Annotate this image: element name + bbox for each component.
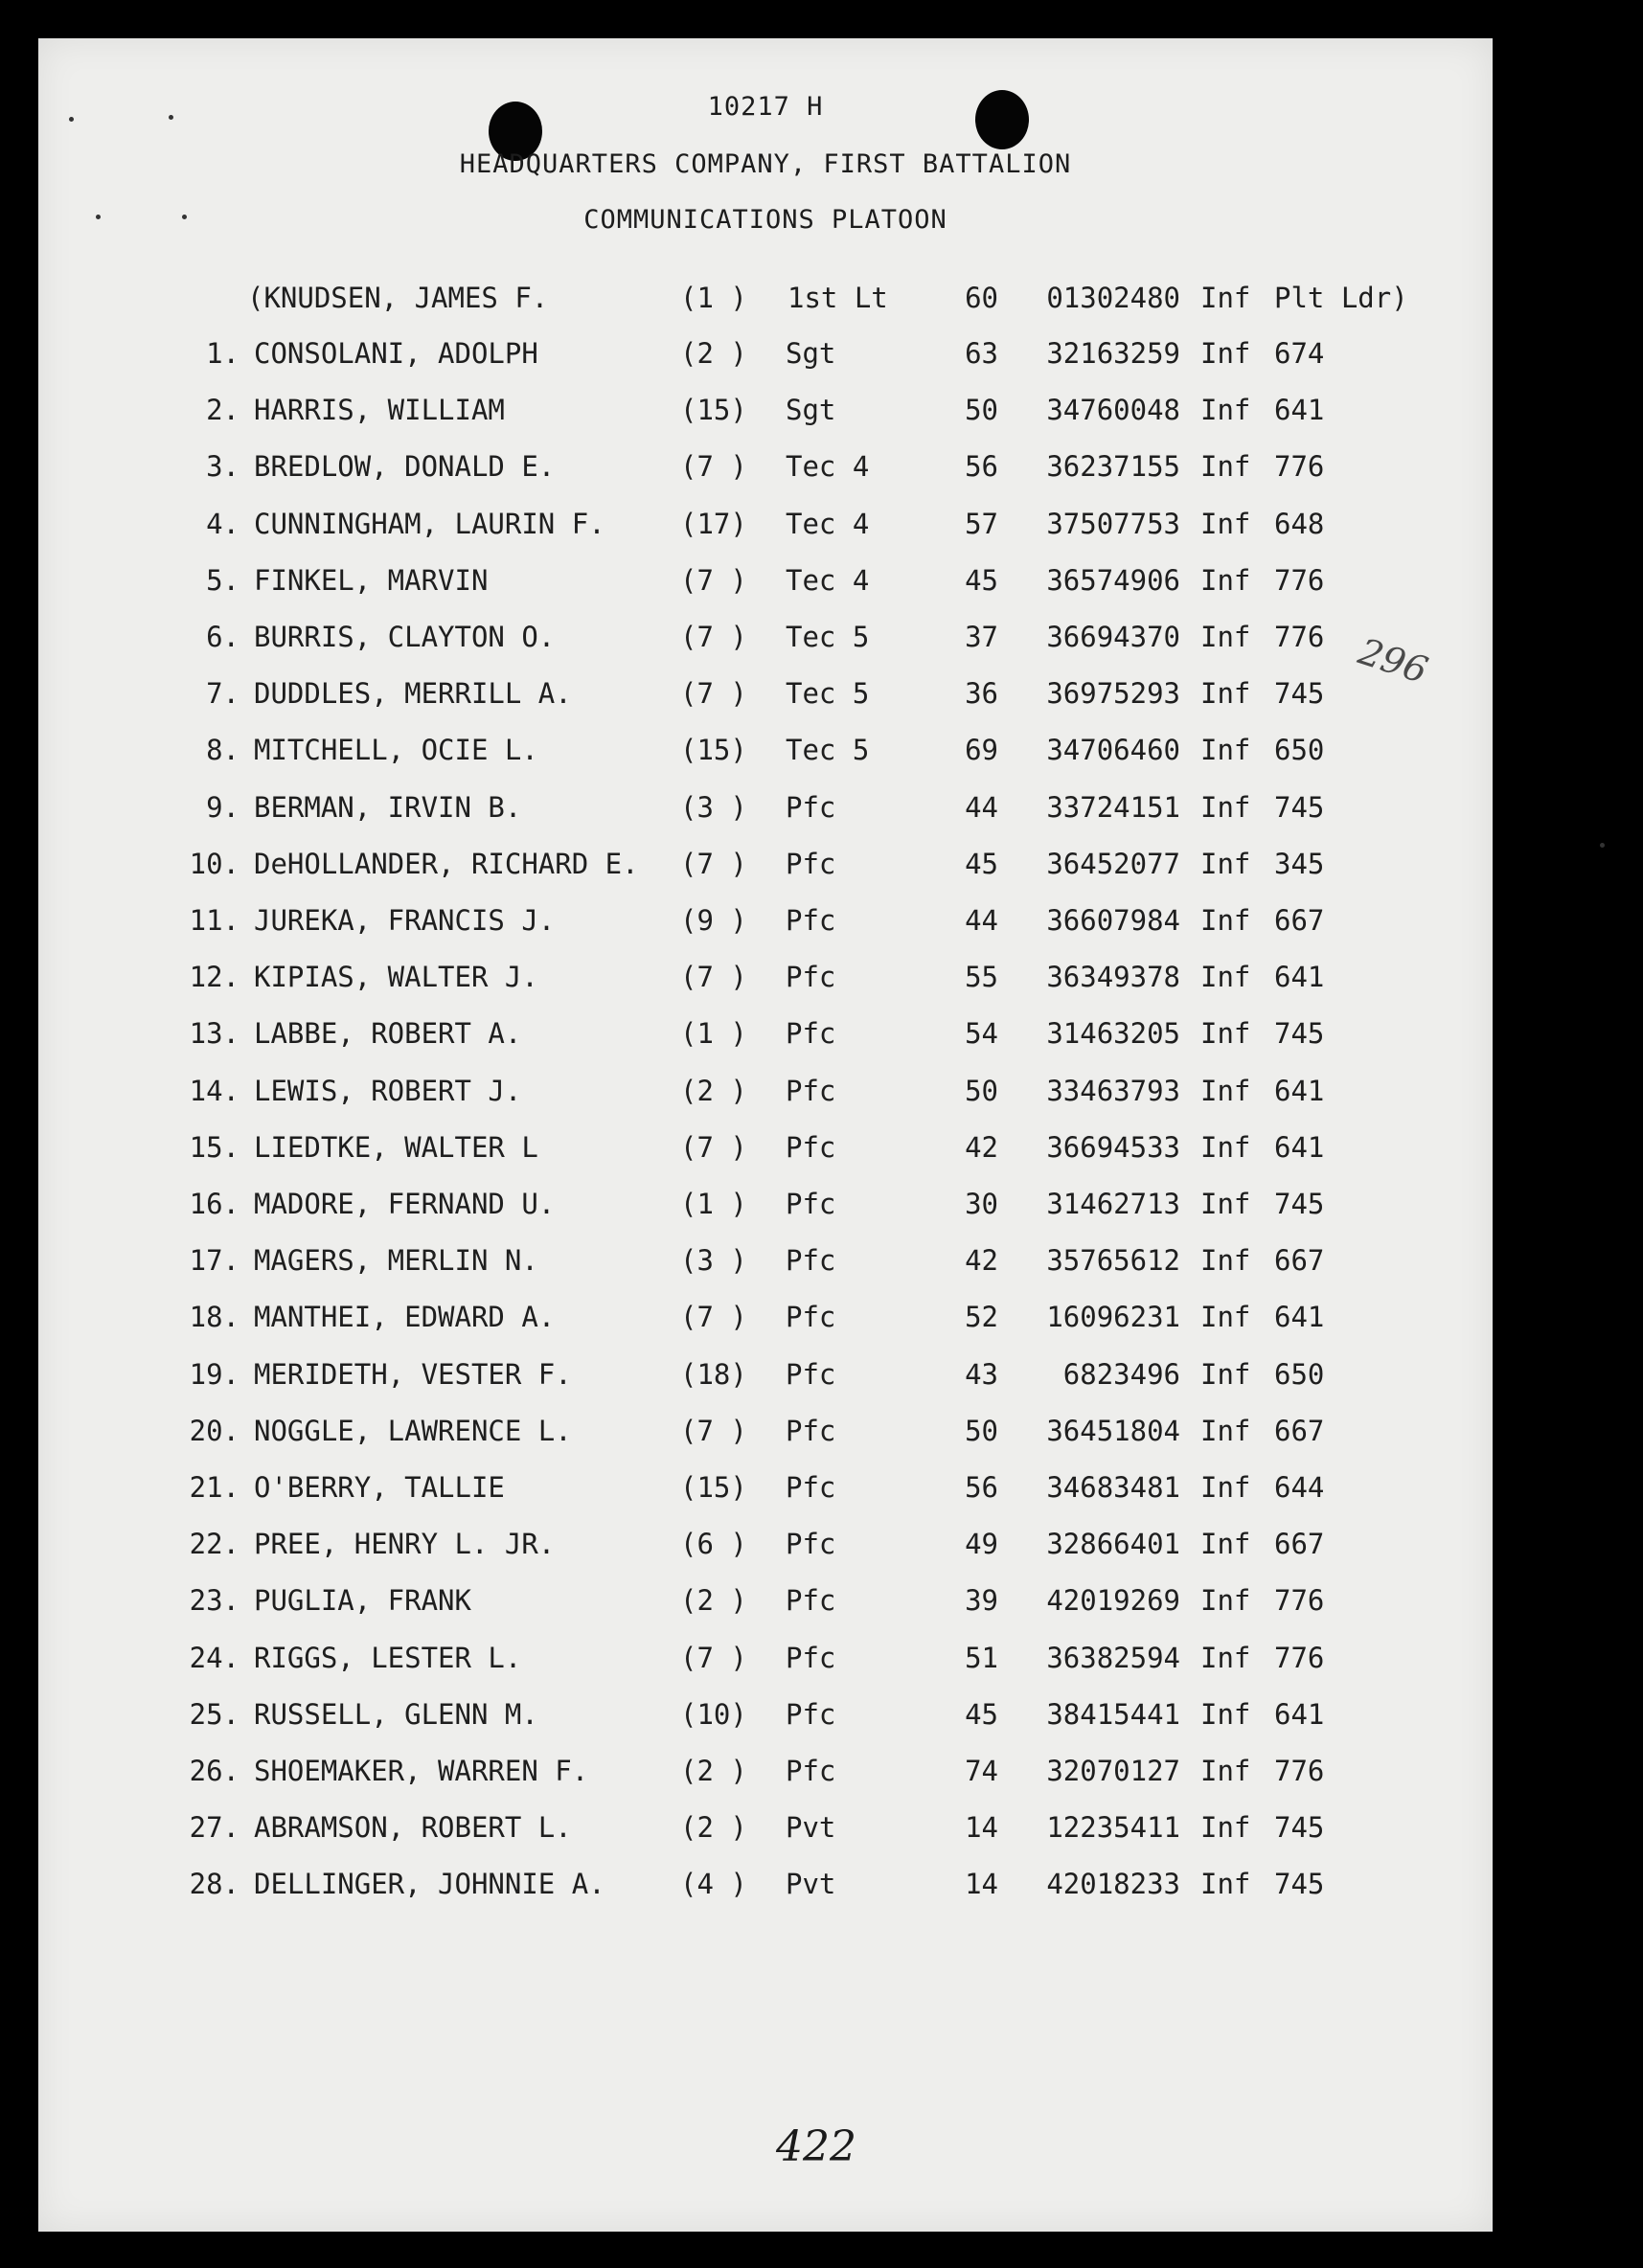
member-name: MADORE, FERNAND U. <box>254 1188 556 1220</box>
member-serial: 37507753 <box>1046 507 1180 540</box>
member-rank: Pvt <box>786 1868 836 1901</box>
member-rank: Tec 5 <box>786 677 870 711</box>
member-mos: 56 <box>965 1471 998 1504</box>
member-serial: 36237155 <box>1046 450 1180 484</box>
member-arm: Inf <box>1200 563 1251 597</box>
member-arm: Inf <box>1200 1130 1251 1164</box>
row-number: 28. <box>189 1868 240 1901</box>
member-name: O'BERRY, TALLIE <box>254 1471 505 1504</box>
member-serial: 36694370 <box>1046 621 1180 653</box>
member-name: FINKEL, MARVIN <box>254 563 489 597</box>
member-serial: 34683481 <box>1046 1471 1180 1504</box>
member-code: (9 ) <box>680 904 747 937</box>
row-number: 13. <box>189 1017 240 1051</box>
member-serial: 42019269 <box>1046 1584 1180 1618</box>
leader-name: (KNUDSEN, JAMES F. <box>247 282 549 314</box>
roster-row <box>38 508 1493 546</box>
member-name: MANTHEI, EDWARD A. <box>254 1301 556 1334</box>
member-mos: 51 <box>965 1641 998 1674</box>
member-assignment: 650 <box>1274 1357 1325 1391</box>
roster-row <box>38 1188 1493 1226</box>
member-assignment: 641 <box>1274 961 1325 994</box>
member-assignment: 641 <box>1274 1301 1325 1334</box>
member-code: (1 ) <box>680 1017 747 1051</box>
roster-row <box>38 848 1493 886</box>
member-assignment: 644 <box>1274 1471 1325 1504</box>
member-mos: 42 <box>965 1244 998 1278</box>
page-number: 422 <box>776 2122 856 2171</box>
roster-row <box>38 621 1493 659</box>
member-arm: Inf <box>1200 394 1251 427</box>
roster-row <box>38 1528 1493 1566</box>
member-arm: Inf <box>1200 1414 1251 1447</box>
member-assignment: 641 <box>1274 1697 1325 1731</box>
member-code: (4 ) <box>680 1868 747 1901</box>
member-assignment: 667 <box>1274 1244 1325 1278</box>
row-number: 12. <box>189 961 240 994</box>
member-code: (7 ) <box>680 450 747 484</box>
member-name: CUNNINGHAM, LAURIN F. <box>254 507 605 540</box>
roster-row <box>38 961 1493 999</box>
row-number: 10. <box>189 847 240 880</box>
roster-row <box>38 337 1493 375</box>
roster-row <box>38 904 1493 942</box>
member-arm: Inf <box>1200 1868 1251 1901</box>
member-serial: 33463793 <box>1046 1074 1180 1107</box>
member-name: BURRIS, CLAYTON O. <box>254 621 556 653</box>
member-arm: Inf <box>1200 1301 1251 1334</box>
member-code: (2 ) <box>680 1584 747 1618</box>
member-rank: Pfc <box>786 1414 836 1447</box>
member-rank: Pfc <box>786 1188 836 1220</box>
row-number: 23. <box>189 1584 240 1618</box>
roster-row <box>38 1811 1493 1849</box>
member-name: LIEDTKE, WALTER L <box>254 1130 538 1164</box>
member-rank: Pvt <box>786 1811 836 1845</box>
member-arm: Inf <box>1200 1811 1251 1845</box>
member-arm: Inf <box>1200 1244 1251 1278</box>
row-number: 24. <box>189 1641 240 1674</box>
member-rank: Tec 5 <box>786 734 870 767</box>
member-assignment: 648 <box>1274 507 1325 540</box>
member-code: (2 ) <box>680 1811 747 1845</box>
member-assignment: 641 <box>1274 394 1325 427</box>
member-mos: 37 <box>965 621 998 653</box>
roster-row <box>38 1415 1493 1453</box>
roster-row <box>38 1584 1493 1622</box>
member-name: PUGLIA, FRANK <box>254 1584 471 1618</box>
leader-mos: 60 <box>965 282 998 314</box>
roster-row <box>38 1358 1493 1396</box>
member-rank: Pfc <box>786 847 836 880</box>
leader-serial: 01302480 <box>1046 282 1180 314</box>
row-number: 3. <box>206 450 240 484</box>
row-number: 15. <box>189 1130 240 1164</box>
member-assignment: 776 <box>1274 1641 1325 1674</box>
row-number: 11. <box>189 904 240 937</box>
member-rank: Tec 4 <box>786 507 870 540</box>
member-serial: 33724151 <box>1046 790 1180 824</box>
member-mos: 55 <box>965 961 998 994</box>
leader-arm: Inf <box>1200 282 1251 314</box>
member-mos: 44 <box>965 790 998 824</box>
member-code: (2 ) <box>680 1755 747 1787</box>
member-name: HARRIS, WILLIAM <box>254 394 505 427</box>
member-serial: 31462713 <box>1046 1188 1180 1220</box>
document-title: HEADQUARTERS COMPANY, FIRST BATTALION <box>459 149 1072 179</box>
member-code: (7 ) <box>680 847 747 880</box>
member-mos: 52 <box>965 1301 998 1334</box>
member-serial: 36349378 <box>1046 961 1180 994</box>
member-assignment: 641 <box>1274 1130 1325 1164</box>
member-arm: Inf <box>1200 1017 1251 1051</box>
roster-row <box>38 1642 1493 1680</box>
roster-row <box>38 734 1493 772</box>
member-mos: 45 <box>965 1697 998 1731</box>
member-name: DELLINGER, JOHNNIE A. <box>254 1868 605 1901</box>
member-assignment: 776 <box>1274 1584 1325 1618</box>
member-code: (15) <box>680 1471 747 1504</box>
member-mos: 36 <box>965 677 998 711</box>
member-mos: 50 <box>965 1074 998 1107</box>
row-number: 6. <box>206 621 240 653</box>
roster-row <box>38 1755 1493 1793</box>
speck <box>1600 843 1605 848</box>
member-serial: 32070127 <box>1046 1755 1180 1787</box>
member-serial: 36607984 <box>1046 904 1180 937</box>
member-rank: Pfc <box>786 1130 836 1164</box>
member-name: RIGGS, LESTER L. <box>254 1641 522 1674</box>
member-mos: 42 <box>965 1130 998 1164</box>
member-serial: 35765612 <box>1046 1244 1180 1278</box>
member-rank: Pfc <box>786 1301 836 1334</box>
member-name: JUREKA, FRANCIS J. <box>254 904 556 937</box>
member-serial: 36382594 <box>1046 1641 1180 1674</box>
row-number: 7. <box>206 677 240 711</box>
member-name: SHOEMAKER, WARREN F. <box>254 1755 589 1787</box>
row-number: 26. <box>189 1755 240 1787</box>
member-rank: Tec 4 <box>786 563 870 597</box>
member-arm: Inf <box>1200 904 1251 937</box>
member-assignment: 674 <box>1274 337 1325 370</box>
member-assignment: 345 <box>1274 847 1325 880</box>
member-mos: 54 <box>965 1017 998 1051</box>
member-code: (7 ) <box>680 961 747 994</box>
row-number: 1. <box>206 337 240 370</box>
row-number: 18. <box>189 1301 240 1334</box>
leader-rank: 1st Lt <box>787 282 888 314</box>
leader-assignment: Plt Ldr) <box>1274 282 1408 314</box>
member-arm: Inf <box>1200 450 1251 484</box>
member-mos: 50 <box>965 1414 998 1447</box>
member-mos: 69 <box>965 734 998 767</box>
member-assignment: 667 <box>1274 1528 1325 1561</box>
member-arm: Inf <box>1200 337 1251 370</box>
leader-code: (1 ) <box>680 282 747 314</box>
member-rank: Pfc <box>786 1074 836 1107</box>
row-number: 21. <box>189 1471 240 1504</box>
row-number: 2. <box>206 394 240 427</box>
member-mos: 14 <box>965 1811 998 1845</box>
member-arm: Inf <box>1200 1528 1251 1561</box>
member-rank: Pfc <box>786 1357 836 1391</box>
member-name: LEWIS, ROBERT J. <box>254 1074 522 1107</box>
member-arm: Inf <box>1200 1188 1251 1220</box>
member-assignment: 745 <box>1274 1811 1325 1845</box>
member-code: (7 ) <box>680 677 747 711</box>
document-subtitle: COMMUNICATIONS PLATOON <box>583 205 947 235</box>
member-mos: 50 <box>965 394 998 427</box>
member-arm: Inf <box>1200 1074 1251 1107</box>
member-code: (10) <box>680 1697 747 1731</box>
member-assignment: 776 <box>1274 563 1325 597</box>
member-rank: Pfc <box>786 790 836 824</box>
member-serial: 42018233 <box>1046 1868 1180 1901</box>
member-assignment: 745 <box>1274 1188 1325 1220</box>
document-page <box>38 38 1493 2232</box>
member-arm: Inf <box>1200 1697 1251 1731</box>
roster-row <box>38 450 1493 488</box>
member-name: KIPIAS, WALTER J. <box>254 961 538 994</box>
member-assignment: 776 <box>1274 450 1325 484</box>
row-number: 22. <box>189 1528 240 1561</box>
member-name: BERMAN, IRVIN B. <box>254 790 522 824</box>
roster-row <box>38 564 1493 602</box>
member-code: (2 ) <box>680 337 747 370</box>
file-number: 10217 H <box>707 92 824 122</box>
member-rank: Pfc <box>786 961 836 994</box>
member-arm: Inf <box>1200 1584 1251 1618</box>
row-number: 14. <box>189 1074 240 1107</box>
member-arm: Inf <box>1200 961 1251 994</box>
member-assignment: 776 <box>1274 1755 1325 1787</box>
member-assignment: 667 <box>1274 904 1325 937</box>
roster-row <box>38 1868 1493 1906</box>
member-mos: 14 <box>965 1868 998 1901</box>
member-mos: 45 <box>965 847 998 880</box>
member-serial: 34706460 <box>1046 734 1180 767</box>
member-name: LABBE, ROBERT A. <box>254 1017 522 1051</box>
roster-row <box>38 1698 1493 1736</box>
roster-row <box>38 1131 1493 1169</box>
member-name: CONSOLANI, ADOLPH <box>254 337 538 370</box>
member-mos: 57 <box>965 507 998 540</box>
member-code: (7 ) <box>680 1641 747 1674</box>
member-assignment: 745 <box>1274 677 1325 711</box>
member-arm: Inf <box>1200 847 1251 880</box>
roster-row <box>38 677 1493 715</box>
roster-row <box>38 1301 1493 1339</box>
member-code: (3 ) <box>680 1244 747 1278</box>
member-assignment: 667 <box>1274 1414 1325 1447</box>
member-code: (1 ) <box>680 1188 747 1220</box>
member-code: (18) <box>680 1357 747 1391</box>
member-name: PREE, HENRY L. JR. <box>254 1528 556 1561</box>
member-mos: 56 <box>965 450 998 484</box>
member-arm: Inf <box>1200 790 1251 824</box>
row-number: 25. <box>189 1697 240 1731</box>
member-assignment: 650 <box>1274 734 1325 767</box>
member-mos: 30 <box>965 1188 998 1220</box>
member-mos: 49 <box>965 1528 998 1561</box>
member-name: MERIDETH, VESTER F. <box>254 1357 572 1391</box>
member-assignment: 745 <box>1274 1017 1325 1051</box>
member-serial: 16096231 <box>1046 1301 1180 1334</box>
member-serial: 36975293 <box>1046 677 1180 711</box>
row-number: 17. <box>189 1244 240 1278</box>
roster-row <box>38 1244 1493 1282</box>
member-arm: Inf <box>1200 1755 1251 1787</box>
member-arm: Inf <box>1200 1641 1251 1674</box>
member-code: (17) <box>680 507 747 540</box>
member-code: (7 ) <box>680 1130 747 1164</box>
member-mos: 74 <box>965 1755 998 1787</box>
member-rank: Pfc <box>786 904 836 937</box>
member-arm: Inf <box>1200 507 1251 540</box>
member-rank: Pfc <box>786 1017 836 1051</box>
member-code: (15) <box>680 394 747 427</box>
member-code: (2 ) <box>680 1074 747 1107</box>
member-code: (7 ) <box>680 1301 747 1334</box>
member-rank: Sgt <box>786 337 836 370</box>
row-number: 20. <box>189 1414 240 1447</box>
member-code: (7 ) <box>680 1414 747 1447</box>
member-name: NOGGLE, LAWRENCE L. <box>254 1414 572 1447</box>
row-number: 4. <box>206 507 240 540</box>
member-rank: Pfc <box>786 1755 836 1787</box>
row-number: 8. <box>206 734 240 767</box>
member-rank: Pfc <box>786 1244 836 1278</box>
row-number: 9. <box>206 790 240 824</box>
member-assignment: 641 <box>1274 1074 1325 1107</box>
member-mos: 44 <box>965 904 998 937</box>
member-serial: 31463205 <box>1046 1017 1180 1051</box>
member-rank: Sgt <box>786 394 836 427</box>
leader-row <box>38 282 1493 320</box>
member-name: DUDDLES, MERRILL A. <box>254 677 572 711</box>
member-assignment: 776 <box>1274 621 1325 653</box>
roster-row <box>38 1471 1493 1509</box>
member-serial: 36452077 <box>1046 847 1180 880</box>
member-serial: 36694533 <box>1046 1130 1180 1164</box>
member-name: MITCHELL, OCIE L. <box>254 734 538 767</box>
member-code: (7 ) <box>680 621 747 653</box>
member-rank: Pfc <box>786 1697 836 1731</box>
member-mos: 43 <box>965 1357 998 1391</box>
member-serial: 36574906 <box>1046 563 1180 597</box>
margin-note: 296 <box>1353 629 1433 692</box>
member-assignment: 745 <box>1274 790 1325 824</box>
row-number: 27. <box>189 1811 240 1845</box>
member-name: DeHOLLANDER, RICHARD E. <box>254 847 639 880</box>
member-code: (6 ) <box>680 1528 747 1561</box>
member-serial: 12235411 <box>1046 1811 1180 1845</box>
member-arm: Inf <box>1200 734 1251 767</box>
member-arm: Inf <box>1200 1357 1251 1391</box>
member-serial: 38415441 <box>1046 1697 1180 1731</box>
member-code: (7 ) <box>680 563 747 597</box>
member-name: RUSSELL, GLENN M. <box>254 1697 538 1731</box>
member-rank: Pfc <box>786 1528 836 1561</box>
roster-row <box>38 791 1493 829</box>
member-arm: Inf <box>1200 621 1251 653</box>
member-serial: 32163259 <box>1046 337 1180 370</box>
member-rank: Pfc <box>786 1471 836 1504</box>
member-serial: 34760048 <box>1046 394 1180 427</box>
member-mos: 39 <box>965 1584 998 1618</box>
member-serial: 6823496 <box>1062 1357 1180 1391</box>
member-arm: Inf <box>1200 1471 1251 1504</box>
roster-table <box>38 38 1493 2232</box>
row-number: 19. <box>189 1357 240 1391</box>
member-rank: Tec 5 <box>786 621 870 653</box>
member-arm: Inf <box>1200 677 1251 711</box>
member-name: MAGERS, MERLIN N. <box>254 1244 538 1278</box>
member-rank: Pfc <box>786 1641 836 1674</box>
row-number: 16. <box>189 1188 240 1220</box>
roster-row <box>38 1075 1493 1113</box>
member-rank: Pfc <box>786 1584 836 1618</box>
member-mos: 45 <box>965 563 998 597</box>
member-code: (3 ) <box>680 790 747 824</box>
roster-row <box>38 394 1493 432</box>
member-mos: 63 <box>965 337 998 370</box>
member-serial: 36451804 <box>1046 1414 1180 1447</box>
row-number: 5. <box>206 563 240 597</box>
member-name: ABRAMSON, ROBERT L. <box>254 1811 572 1845</box>
member-serial: 32866401 <box>1046 1528 1180 1561</box>
member-name: BREDLOW, DONALD E. <box>254 450 556 484</box>
member-code: (15) <box>680 734 747 767</box>
member-assignment: 745 <box>1274 1868 1325 1901</box>
roster-row <box>38 1017 1493 1055</box>
member-rank: Tec 4 <box>786 450 870 484</box>
